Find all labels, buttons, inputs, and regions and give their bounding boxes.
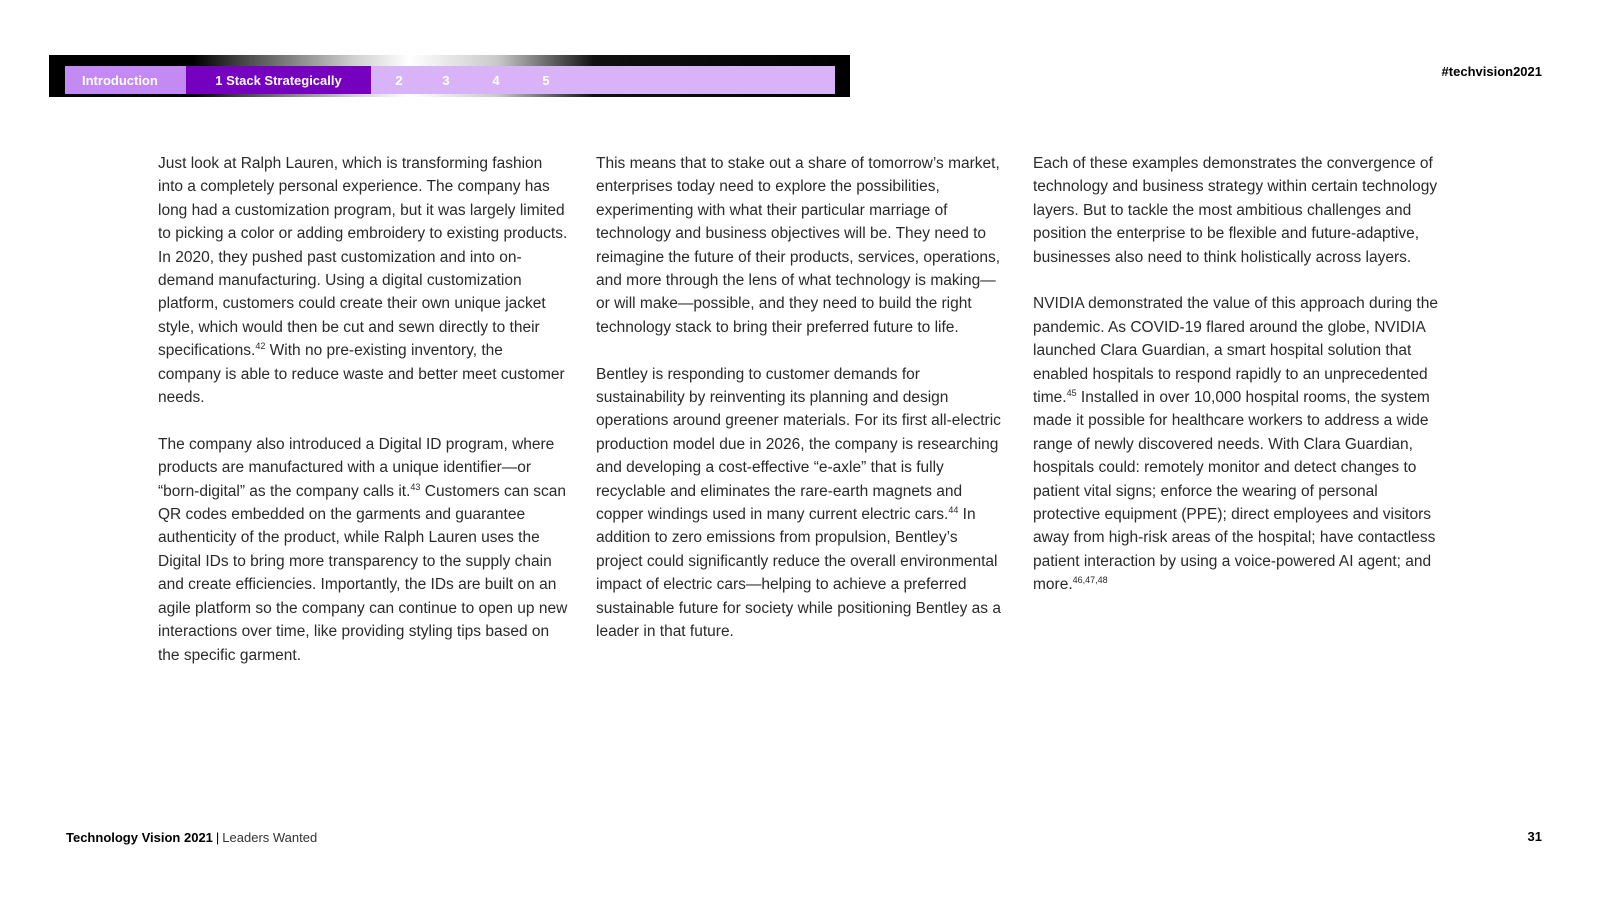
section-nav-strip — [65, 66, 835, 94]
footer-separator: | — [215, 830, 220, 845]
footnote-ref[interactable]: 44 — [948, 504, 959, 515]
text-column-2 — [596, 152, 1006, 667]
paragraph-text: Bentley is responding to customer demands for sustainability by reinventing its planning and design operations around greener materials. For its first all-electric production model due in 2026, the company is researching and developing a cost-effective “e-axle” that is fully recyclable and eliminates the rare-earth magnets and copper windings used in many current electric cars. — [596, 365, 1001, 524]
text-column-1 — [158, 152, 568, 690]
footnote-ref[interactable]: 42 — [255, 341, 266, 352]
footer-title — [66, 830, 317, 845]
paragraph-text: With no pre-existing inventory, the company is able to reduce waste and better meet customer needs. — [158, 342, 565, 407]
tab-section-5[interactable]: 5 — [542, 72, 550, 88]
footnote-ref[interactable]: 43 — [410, 481, 421, 492]
paragraph-text: NVIDIA demonstrated the value of this approach during the pandemic. As COVID-19 flared around the globe, NVIDIA launched Clara Guardian, a smart hospital solution that enabled hospitals to respond rapidly to an unprecedented time. — [1033, 295, 1438, 407]
paragraph-text: Customers can scan QR codes embedded on the garments and guarantee authenticity of the product, while Ralph Lauren uses the Digital IDs to bring more transparency to the supply chain and create efficiencies. Importantly, the IDs are built on an agile platform so the company can continue to open up new interactions over time, like providing styling tips based on the specific garment. — [158, 482, 568, 664]
paragraph-text: In addition to zero emissions from propulsion, Bentley’s project could significantly reduce the overall environmental impact of electric cars—helping to achieve a preferred sustainable future for society while positioning Bentley as a leader in that future. — [596, 506, 1001, 641]
paragraph: Each of these examples demonstrates the convergence of technology and business strategy within certain technology layers. But to tackle the most ambitious challenges and position the enterprise to be flexible and future-adaptive, businesses also need to think holistically across layers. — [1033, 155, 1438, 266]
footnote-ref[interactable]: 45 — [1066, 387, 1077, 398]
page-number: 31 — [1527, 829, 1542, 844]
paragraph — [1033, 292, 1443, 596]
text-column-3 — [1033, 152, 1443, 620]
tab-section-2[interactable]: 2 — [395, 72, 403, 88]
footnote-ref[interactable]: 46,47,48 — [1072, 575, 1108, 586]
tab-stack-strategically[interactable]: 1 Stack Strategically — [186, 66, 371, 94]
hashtag-label: #techvision2021 — [1441, 64, 1542, 79]
tab-section-4[interactable]: 4 — [492, 72, 500, 88]
paragraph-text: Just look at Ralph Lauren, which is transforming fashion into a completely personal experience. The company has long had a customization program, but it was largely limited to picking a color or adding embroidery to existing products. In 2020, they pushed past customization and into on-demand manufacturing. Using a digital customization platform, customers could create their own unique jacket style, which would then be cut and sewn directly to their specifications. — [158, 155, 568, 360]
paragraph: This means that to stake out a share of tomorrow’s market, enterprises today need to explore the possibilities, experimenting with what their particular marriage of technology and business objectives will be. They need to reimagine the future of their products, services, operations, and more through the lens of what technology is making—or will make—possible, and they need to build the right technology stack to bring their preferred future to life. — [596, 155, 1001, 336]
report-subtitle: Leaders Wanted — [222, 830, 318, 845]
paragraph-text: Installed in over 10,000 hospital rooms, the system made it possible for healthcare workers to address a wide range of newly discovered needs. With Clara Guardian, hospitals could: remotely monitor and detect changes to patient vital signs; enforce the wearing of personal protective equipment (PPE); direct employees and visitors away from high-risk areas of the hospital; have contactless patient interaction by using a voice-powered AI agent; and more. — [1033, 389, 1436, 594]
tab-section-3[interactable]: 3 — [442, 72, 450, 88]
paragraph-text: The company also introduced a Digital ID program, where products are manufactured with a unique identifier—or “born-digital” as the company calls it. — [158, 435, 555, 500]
paragraph — [158, 152, 568, 409]
paragraph — [596, 363, 1006, 644]
section-nav-bar — [49, 55, 850, 97]
tab-introduction[interactable]: Introduction — [65, 66, 186, 94]
paragraph — [158, 433, 568, 667]
report-title: Technology Vision 2021 — [66, 830, 213, 845]
